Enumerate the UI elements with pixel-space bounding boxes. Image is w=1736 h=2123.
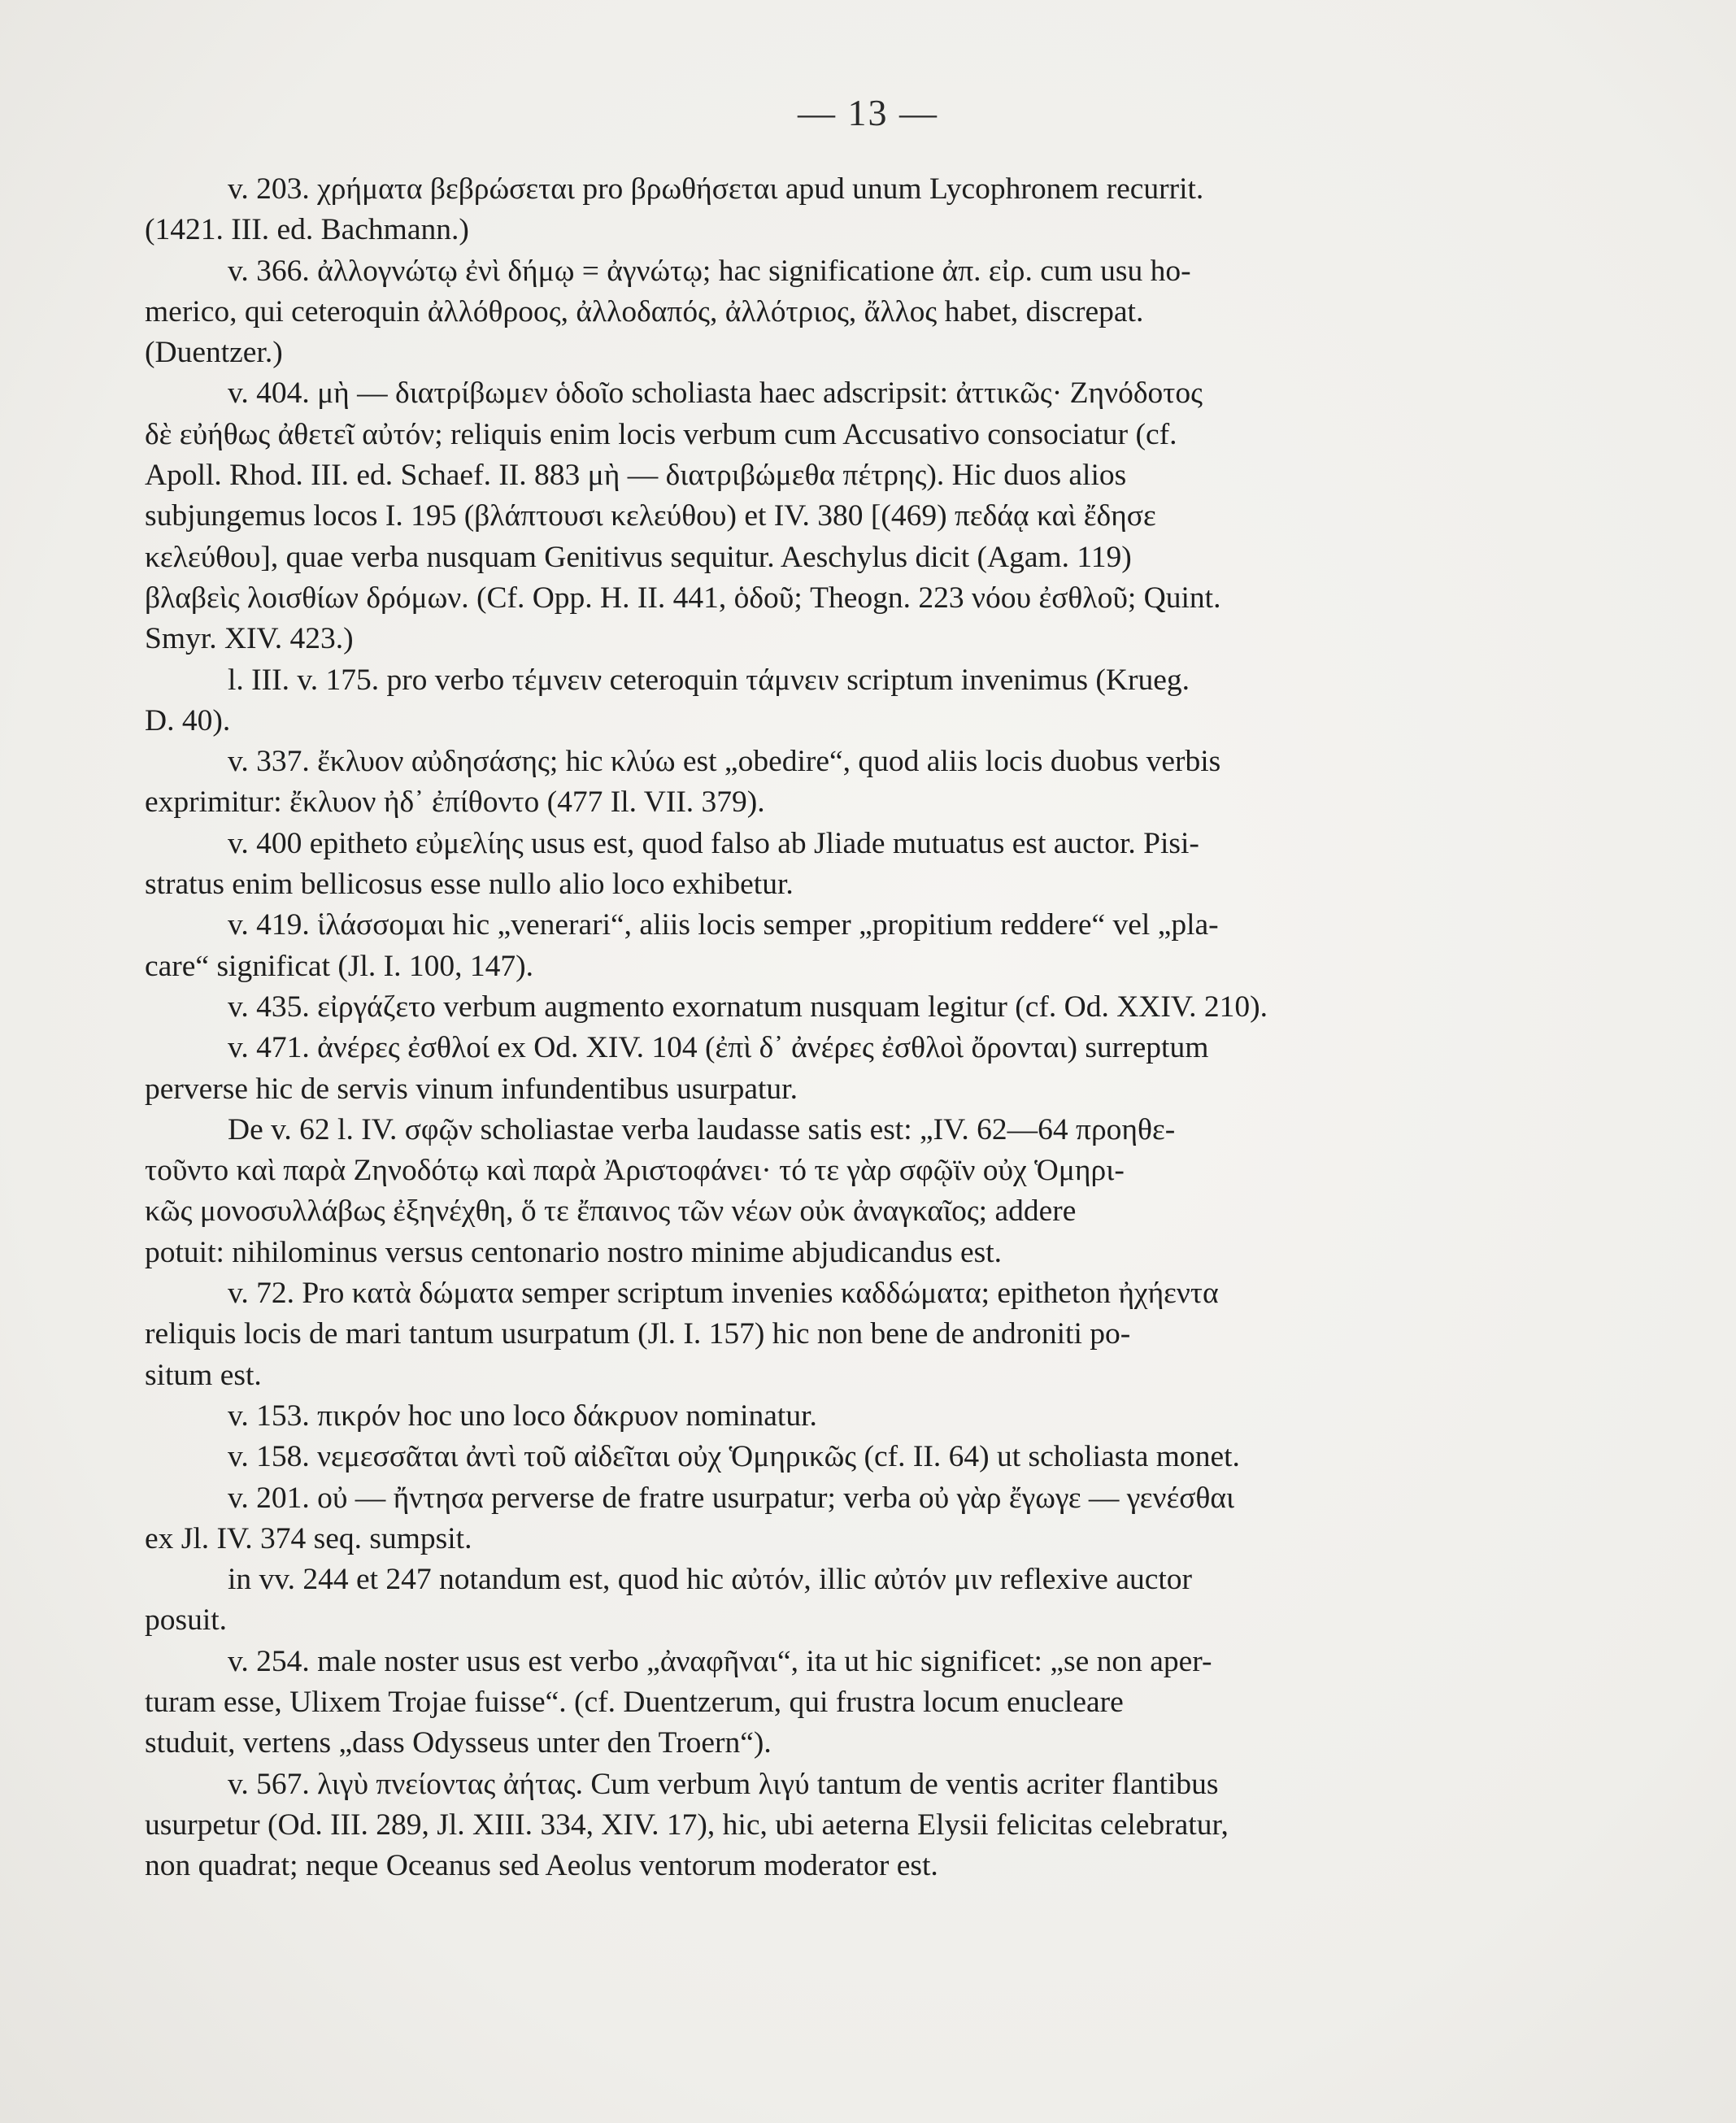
text-line: exprimitur: ἔκλυον ἠδ᾽ ἐπίθοντο (477 Il. VII. 379). bbox=[145, 785, 765, 820]
text-line: δὲ εὐήθως ἀθετεῖ αὐτόν; reliquis enim locis verbum cum Accusativo consociatur (cf. bbox=[145, 417, 1177, 451]
text-line: stratus enim bellicosus esse nullo alio loco exhibetur. bbox=[145, 868, 794, 902]
text-line: merico, qui ceteroquin ἀλλόθροος, ἀλλοδαπός, ἀλλότριος, ἄλλος habet, discrepat. bbox=[145, 294, 1144, 328]
text-line: D. 40). bbox=[145, 703, 231, 737]
text-line: (Duentzer.) bbox=[145, 336, 283, 370]
text-line: v. 254. male noster usus est verbo „ἀναφῆναι“, ita ut hic significet: „se non aper- bbox=[228, 1644, 1212, 1678]
text-line: v. 153. πικρόν hoc uno loco δάκρυον nominatur. bbox=[228, 1399, 817, 1433]
text-line: v. 419. ἱλάσσομαι hic „venerari“, aliis locis semper „propitium reddere“ vel „pla- bbox=[228, 908, 1219, 942]
text-line: v. 404. μὴ — διατρίβωμεν ὁδοῖο scholiasta haec adscripsit: ἀττικῶς· Ζηνόδοτος bbox=[228, 376, 1203, 411]
text-line: Apoll. Rhod. III. ed. Schaef. II. 883 μὴ — διατριβώμεθα πέτρης). Hic duos alios bbox=[145, 459, 1127, 493]
text-line: in vv. 244 et 247 notandum est, quod hic αὐτόν, illic αὐτόν μιν reflexive auctor bbox=[228, 1563, 1193, 1597]
text-line: κῶς μονοσυλλάβως ἐξηνέχθη, ὅ τε ἔπαινος τῶν νέων οὐκ ἀναγκαῖος; addere bbox=[145, 1194, 1077, 1229]
text-line: l. III. v. 175. pro verbo τέμνειν ceteroquin τάμνειν scriptum invenimus (Krueg. bbox=[228, 663, 1190, 697]
text-line: v. 366. ἀλλογνώτῳ ἐνὶ δήμῳ = ἀγνώτῳ; hac significatione ἀπ. εἰρ. cum usu ho- bbox=[228, 254, 1191, 288]
text-line: τοῦντο καὶ παρὰ Ζηνοδότῳ καὶ παρὰ Ἀριστοφάνει· τό τε γὰρ σφῷϊν οὐχ Ὁμηρι- bbox=[145, 1154, 1125, 1188]
text-line: ex Jl. IV. 374 seq. sumpsit. bbox=[145, 1521, 472, 1555]
text-line: subjungemus locos I. 195 (βλάπτουσι κελεύθου) et IV. 380 [(469) πεδάᾳ καὶ ἔδησε bbox=[145, 499, 1156, 533]
text-line: v. 435. εἰργάζετο verbum augmento exornatum nusquam legitur (cf. Od. XXIV. 210). bbox=[228, 990, 1268, 1024]
text-line: turam esse, Ulixem Trojae fuisse“. (cf. Duentzerum, qui frustra locum enucleare bbox=[145, 1685, 1124, 1719]
text-line: Smyr. XIV. 423.) bbox=[145, 622, 354, 656]
text-line: potuit: nihilominus versus centonario nostro minime abjudicandus est. bbox=[145, 1235, 1003, 1269]
text-line: usurpetur (Od. III. 289, Jl. XIII. 334, XIV. 17), hic, ubi aeterna Elysii felicitas celebratur, bbox=[145, 1808, 1229, 1842]
text-line: v. 337. ἔκλυον αὐδησάσης; hic κλύω est „obedire“, quod aliis locis duobus verbis bbox=[228, 745, 1221, 779]
text-line: v. 72. Pro κατὰ δώματα semper scriptum invenies καδδώματα; epitheton ἠχήεντα bbox=[228, 1277, 1219, 1311]
text-line: posuit. bbox=[145, 1603, 228, 1638]
text-line: non quadrat; neque Oceanus sed Aeolus ventorum moderator est. bbox=[145, 1849, 938, 1883]
text-line: reliquis locis de mari tantum usurpatum (Jl. I. 157) hic non bene de androniti po- bbox=[145, 1317, 1131, 1351]
body-text bbox=[145, 169, 1527, 1886]
text-line: De v. 62 l. IV. σφῷν scholiastae verba laudasse satis est: „IV. 62—64 προηθε- bbox=[228, 1112, 1176, 1146]
text-line: κελεύθου], quae verba nusquam Genitivus sequitur. Aeschylus dicit (Agam. 119) bbox=[145, 540, 1132, 574]
text-line: situm est. bbox=[145, 1358, 262, 1392]
text-line: v. 567. λιγὺ πνείοντας ἀήτας. Cum verbum λιγύ tantum de ventis acriter flantibus bbox=[228, 1767, 1219, 1801]
text-line: βλαβεὶς λοισθίων δρόμων. (Cf. Opp. H. II. 441, ὁδοῦ; Theogn. 223 νόου ἐσθλοῦ; Quint. bbox=[145, 581, 1221, 615]
text-line: v. 471. ἀνέρες ἐσθλοί ex Od. XIV. 104 (ἐπὶ δ᾽ ἀνέρες ἐσθλοὶ ὄρονται) surreptum bbox=[228, 1031, 1209, 1065]
text-line: v. 203. χρήματα βεβρώσεται pro βρωθήσεται apud unum Lycophronem recurrit. bbox=[228, 172, 1204, 206]
text-line: v. 400 epitheto εὐμελίης usus est, quod falso ab Jliade mutuatus est auctor. Pisi- bbox=[228, 826, 1199, 860]
text-line: (1421. III. ed. Bachmann.) bbox=[145, 213, 469, 247]
page-number: — 13 — bbox=[798, 92, 938, 133]
text-line: studuit, vertens „dass Odysseus unter den Troern“). bbox=[145, 1726, 772, 1760]
text-line: care“ significat (Jl. I. 100, 147). bbox=[145, 949, 533, 983]
text-line: v. 158. νεμεσσᾶται ἀντὶ τοῦ αἰδεῖται οὐχ Ὁμηρικῶς (cf. II. 64) ut scholiasta monet. bbox=[228, 1440, 1240, 1474]
text-line: perverse hic de servis vinum infundentibus usurpatur. bbox=[145, 1072, 798, 1106]
text-line: v. 201. οὐ — ἤντησα perverse de fratre usurpatur; verba οὐ γὰρ ἔγωγε — γενέσθαι bbox=[228, 1481, 1235, 1515]
